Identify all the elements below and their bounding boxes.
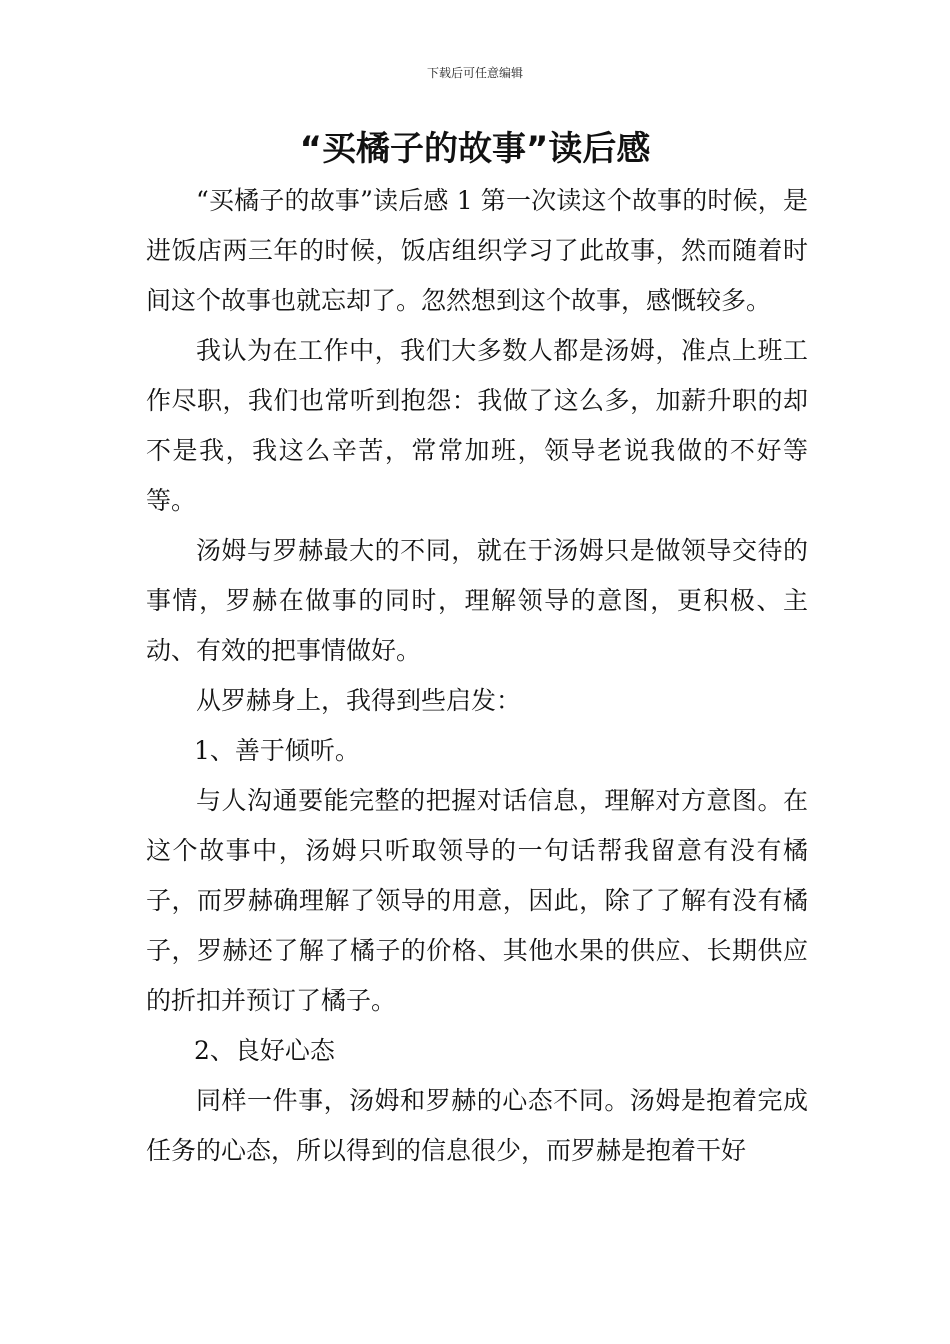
list-item-listening: 1、善于倾听。 xyxy=(194,736,360,765)
document-body xyxy=(146,176,808,1176)
document-title: “买橘子的故事”读后感 xyxy=(299,129,651,169)
list-item-attitude: 2、良好心态 xyxy=(194,1036,335,1065)
paragraph-attitude: 同样一件事，汤姆和罗赫的心态不同。汤姆是抱着完成任务的心态，所以得到的信息很少，而罗赫是抱着干好 xyxy=(146,1086,808,1165)
paragraph-work: 我认为在工作中，我们大多数人都是汤姆，准点上班工作尽职，我们也常听到抱怨：我做了这么多，加薪升职的却不是我，我这么辛苦，常常加班，领导老说我做的不好等等。 xyxy=(146,336,808,515)
paragraph-intro: “买橘子的故事”读后感 1 第一次读这个故事的时候，是进饭店两三年的时候，饭店组织学习了此故事，然而随着时间这个故事也就忘却了。忽然想到这个故事，感慨较多。 xyxy=(146,186,808,315)
paragraph-difference: 汤姆与罗赫最大的不同，就在于汤姆只是做领导交待的事情，罗赫在做事的同时，理解领导的意图，更积极、主动、有效的把事情做好。 xyxy=(146,536,808,665)
header-note: 下载后可任意编辑 xyxy=(426,66,523,80)
paragraph-communication: 与人沟通要能完整的把握对话信息，理解对方意图。在这个故事中，汤姆只听取领导的一句话帮我留意有没有橘子，而罗赫确理解了领导的用意，因此，除了了解有没有橘子，罗赫还了解了橘子的价格、其他水果的供应、长期供应的折扣并预订了橘子。 xyxy=(146,786,808,1015)
paragraph-inspiration: 从罗赫身上，我得到些启发： xyxy=(196,686,522,715)
